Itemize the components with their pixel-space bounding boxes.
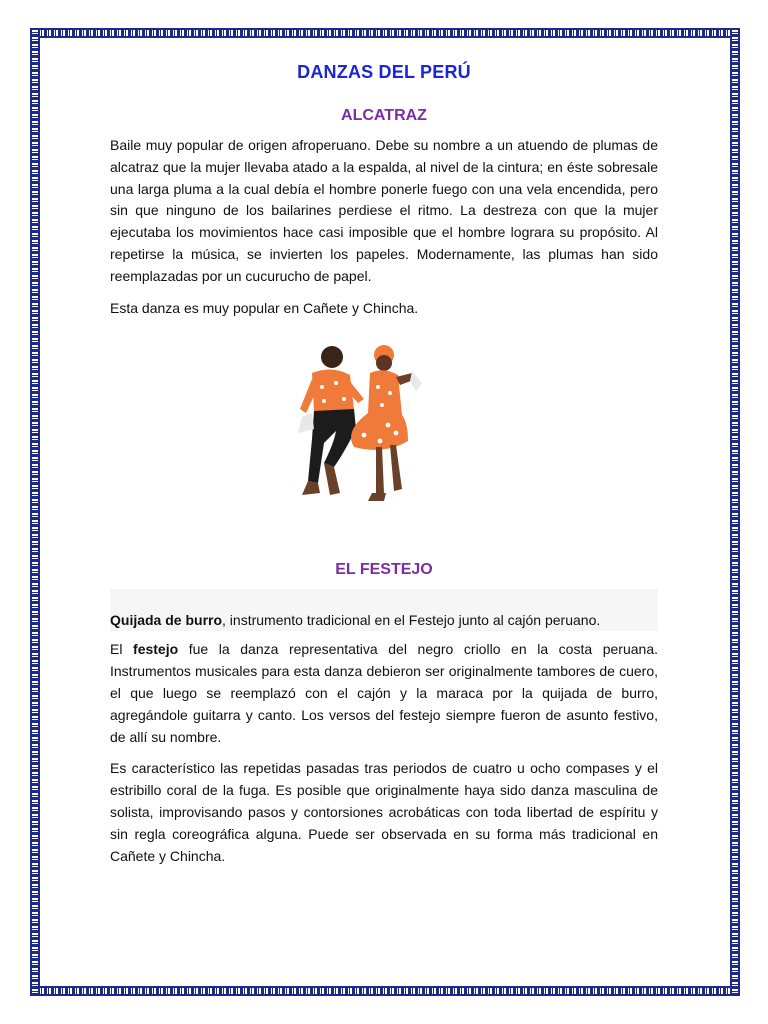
photo-caption — [110, 589, 658, 631]
alcatraz-paragraph-2: Esta danza es muy popular en Cañete y Chincha. — [110, 299, 419, 316]
page-border-right — [730, 28, 740, 996]
caption-bold-term: Quijada de burro — [110, 612, 223, 629]
dancers-illustration — [284, 343, 434, 519]
festejo-paragraph-1 — [110, 639, 658, 748]
page-border-bottom — [30, 986, 740, 996]
page-title: DANZAS DEL PERÚ — [297, 62, 471, 82]
section-heading-el-festejo: EL FESTEJO — [335, 561, 433, 579]
festejo-p1-rest: fue la danza representativa del negro criollo en la costa peruana. Instrumentos musicales para esta danza debieron ser originalmente tambores de cuero, el que luego se reemplazó con el cajón y la maraca por la quijada de burro, agregándole guitarra y canto. Los versos del festejo siempre fueron de asunto festivo, de allí su nombre. — [110, 641, 658, 745]
caption-text: , instrumento tradicional en el Festejo junto al cajón peruano. — [222, 612, 601, 629]
section-heading-alcatraz: ALCATRAZ — [341, 107, 427, 124]
festejo-p1-bold: festejo — [133, 641, 179, 658]
page-border-left — [30, 28, 40, 996]
alcatraz-paragraph-1: Baile muy popular de origen afroperuano. Debe su nombre a un atuendo de plumas de alcatraz que la mujer llevaba atado a la espalda, al nivel de la cintura; en éste sobresale una larga pluma a la cual debía el hombre ponerle fuego con una vela encendida, pero sin que ninguno de los bailarines perdiese el ritmo. La destreza con que la mujer ejecutaba los movimientos hace casi imposible que el hombre lograra su propósito. Al repetirse la música, se invierten los papeles. Modernamente, las plumas han sido reemplazadas por un cucurucho de papel. — [110, 137, 658, 284]
document-body — [110, 56, 658, 877]
festejo-p1-start: El — [110, 641, 134, 658]
dancers-photo — [110, 343, 658, 543]
page-border-top — [30, 28, 740, 38]
festejo-paragraph-2: Es característico las repetidas pasadas tras periodos de cuatro u ocho compases y el estribillo coral de la fuga. Es posible que originalmente haya sido danza masculina de solista, improvisando pasos y contorsiones acrobáticas con toda libertad de espíritu y sin regla coreográfica alguna. Puede ser observada en su forma más tradicional en Cañete y Chincha. — [110, 760, 658, 864]
